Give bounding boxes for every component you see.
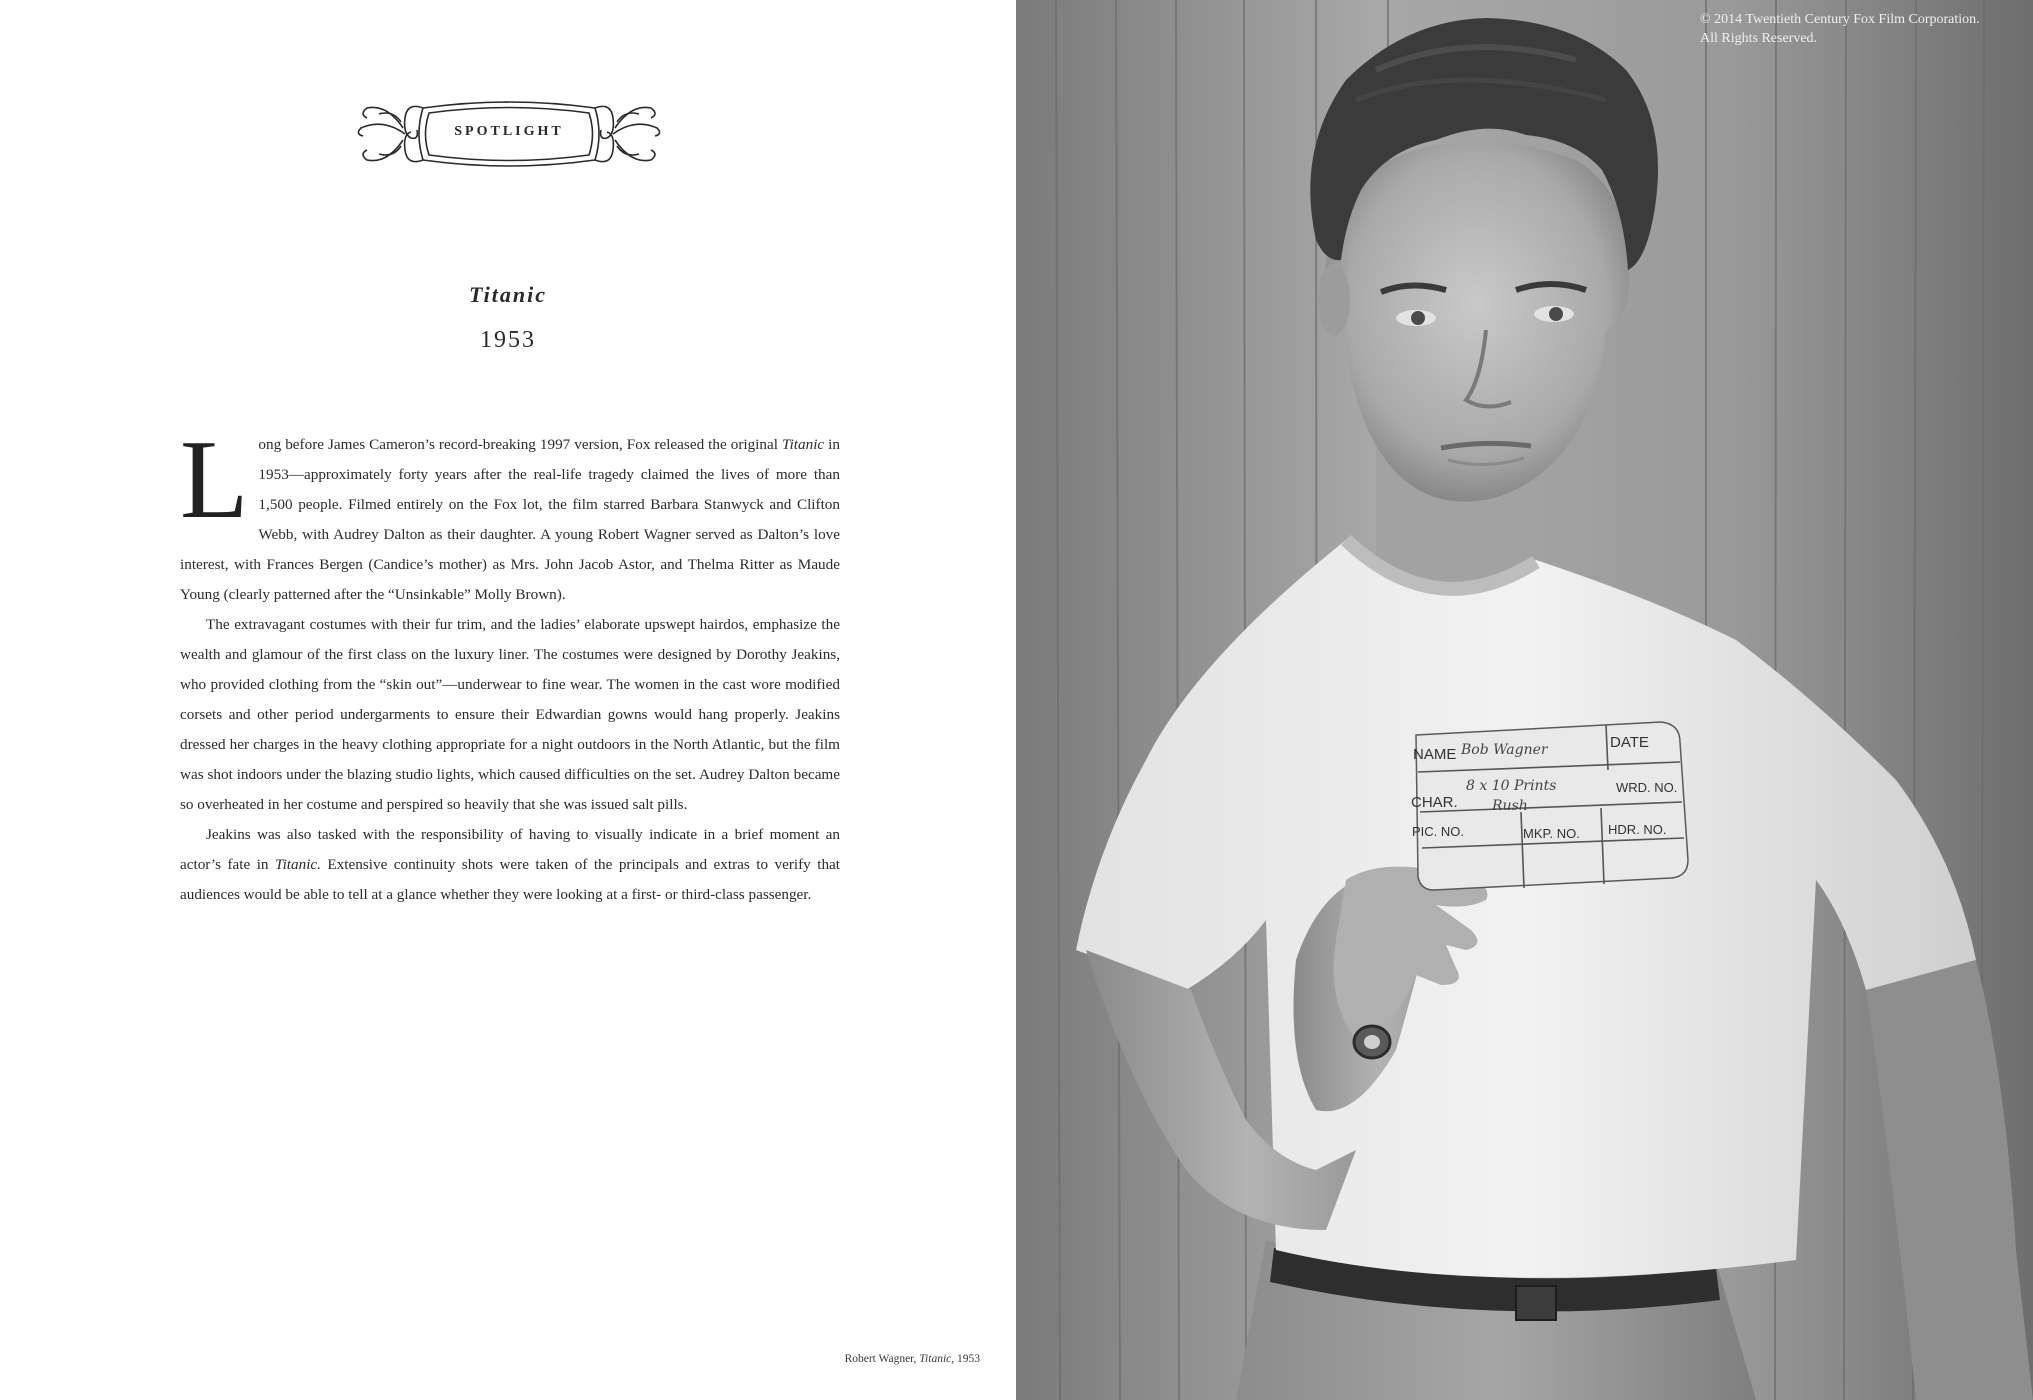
photo-page xyxy=(1016,0,2033,1400)
card-wrd-label: WRD. NO. xyxy=(1616,780,1678,795)
paragraph-1-start: ong before James Cameron’s record-breaking 1997 version, Fox released the original xyxy=(258,436,782,453)
card-char-value: 8 x 10 Prints xyxy=(1466,778,1557,794)
section-title: Titanic xyxy=(469,282,547,307)
caption-year: , 1953 xyxy=(951,1353,980,1365)
card-pic-label: PIC. NO. xyxy=(1412,824,1465,839)
card-hdr-label: HDR. NO. xyxy=(1608,822,1667,837)
paragraph-1 xyxy=(180,418,840,610)
caption-title: Titanic xyxy=(919,1353,952,1365)
spotlight-ornament xyxy=(353,88,665,180)
caption-name: Robert Wagner, xyxy=(844,1353,920,1365)
paragraph-3-start: Jeakins was also tasked with the responsibility of having to visually indicate in a brief moment an actor’s fate in xyxy=(180,826,840,873)
article-body xyxy=(180,418,840,910)
portrait-photo xyxy=(1016,0,2033,1400)
photo-caption xyxy=(780,1353,980,1365)
paragraph-1-end: in 1953—approximately forty years after the real-life tragedy claimed the lives of more than 1,500 people. Filmed entirely on the Fox lot, the film starred Barbara Stanwyck and Clifton Webb, with Audrey Dalton as their daughter. A young Robert Wagner served as Dalton’s love interest, with Frances Bergen (Candice’s mother) as Mrs. John Jacob Astor, and Thelma Ritter as Maude Young (clearly patterned after the “Unsinkable” Molly Brown). xyxy=(180,436,840,603)
card-name-label: NAME xyxy=(1413,746,1457,763)
left-page xyxy=(0,0,1016,1400)
section-year: 1953 xyxy=(480,327,536,353)
card-mkp-label: MKP. NO. xyxy=(1523,826,1580,841)
spotlight-label: SPOTLIGHT xyxy=(454,124,564,139)
drop-cap: L xyxy=(180,418,249,542)
card-date-label: DATE xyxy=(1610,734,1649,751)
copyright-line-1: © 2014 Twentieth Century Fox Film Corporation. xyxy=(1700,12,1980,27)
card-char-value-2: Rush xyxy=(1492,798,1528,814)
paragraph-3 xyxy=(180,820,840,910)
photo-copyright xyxy=(1700,10,2030,48)
paragraph-3-film-title: Titanic. xyxy=(274,856,321,873)
copyright-line-2: All Rights Reserved. xyxy=(1700,31,1818,46)
paragraph-3-end: Extensive continuity shots were taken of the principals and extras to verify that audiences would be able to tell at a glance whether they were looking at a first- or third-class passenger. xyxy=(180,856,840,903)
paragraph-1-film-title: Titanic xyxy=(781,436,825,453)
card-char-label: CHAR. xyxy=(1411,794,1458,811)
card-name-value: Bob Wagner xyxy=(1461,742,1548,758)
paragraph-2: The extravagant costumes with their fur trim, and the ladies’ elaborate upswept hairdos, emphasize the wealth and glamour of the first class on the luxury liner. The costumes were designed by Dorothy Jeakins, who provided clothing from the “skin out”—underwear to fine wear. The women in the cast wore modified corsets and other period undergarments to ensure their Edwardian gowns would hang properly. Jeakins dressed her charges in the heavy clothing appropriate for a night outdoors in the North Atlantic, but the film was shot indoors under the blazing studio lights, which caused difficulties on the set. Audrey Dalton became so overheated in her costume and perspired so heavily that she was issued salt pills. xyxy=(180,616,840,813)
